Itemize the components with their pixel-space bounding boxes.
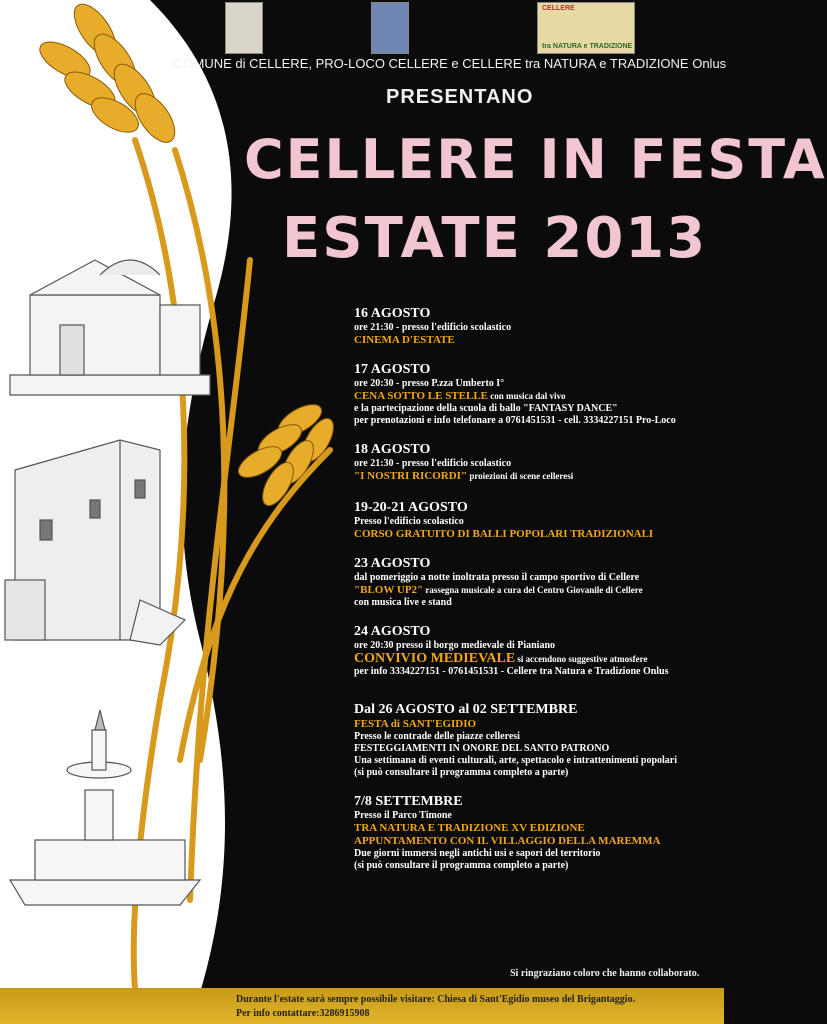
event-detail: ore 20:30 presso il borgo medievale di Pianiano — [354, 640, 556, 651]
event-date: 16 AGOSTO — [354, 306, 431, 321]
event-highlight-title: TRA NATURA E TRADIZIONE XV EDIZIONE — [354, 822, 585, 834]
event-highlight-suffix: rassegna musicale a cura del Centro Giovanile di Cellere — [423, 585, 643, 595]
event-detail: per info 3334227151 - 0761451531 - Cellere tra Natura e Tradizione Onlus — [354, 666, 669, 677]
event-date: 18 AGOSTO — [354, 442, 431, 457]
event-highlight — [354, 718, 720, 731]
event-date: 19-20-21 AGOSTO — [354, 500, 468, 515]
logo-top-text: CELLERE — [542, 5, 575, 12]
event-detail: con musica live e stand — [354, 597, 452, 608]
event-detail: ore 21:30 - presso l'edificio scolastico — [354, 322, 512, 333]
event-highlight — [354, 652, 720, 666]
thanks-note: Si ringraziano coloro che hanno collaborato. — [510, 968, 700, 979]
event-highlight — [354, 390, 720, 403]
event-highlight-title: CINEMA D'ESTATE — [354, 334, 455, 346]
pro-loco-logo — [371, 2, 409, 54]
comune-crest-logo — [225, 2, 263, 54]
cellere-natura-tradizione-logo — [537, 2, 635, 54]
poster-title-line2: ESTATE 2013 — [282, 206, 708, 271]
event-highlight-title: APPUNTAMENTO CON IL VILLAGGIO DELLA MAREMMA — [354, 835, 661, 847]
event-date: Dal 26 AGOSTO al 02 SETTEMBRE — [354, 702, 578, 717]
logo-bottom-text: tra NATURA e TRADIZIONE — [542, 43, 633, 50]
event-highlight-suffix: proiezioni di scene celleresi — [467, 471, 574, 481]
event-detail: per prenotazioni e info telefonare a 0761451531 - cell. 3334227151 Pro-Loco — [354, 415, 676, 426]
presentano-heading: PRESENTANO — [386, 86, 534, 108]
event-item — [354, 500, 720, 541]
footer-band — [0, 988, 724, 1024]
event-highlight — [354, 528, 720, 541]
event-detail: Presso il Parco Timone — [354, 810, 452, 821]
event-item — [354, 624, 720, 678]
event-highlight-suffix: con musica dal vivo — [488, 391, 566, 401]
event-item — [354, 702, 720, 779]
event-detail: e la partecipazione della scuola di ballo "FANTASY DANCE" — [354, 403, 618, 414]
event-highlight — [354, 835, 720, 848]
event-date: 24 AGOSTO — [354, 624, 431, 639]
logo-strip — [0, 2, 724, 54]
event-date: 23 AGOSTO — [354, 556, 431, 571]
event-highlight — [354, 584, 720, 597]
event-item — [354, 306, 720, 347]
event-detail: Una settimana di eventi culturali, arte, spettacolo e intrattenimenti popolari — [354, 755, 678, 766]
event-detail: (si può consultare il programma completo a parte) — [354, 767, 569, 778]
footer-visit-note: Durante l'estate sarà sempre possibile visitare: Chiesa di Sant'Egidio museo del Brigantaggio. — [236, 994, 636, 1005]
event-item — [354, 442, 720, 483]
event-detail: (si può consultare il programma completo a parte) — [354, 860, 569, 871]
event-highlight — [354, 470, 720, 483]
event-detail: Presso l'edificio scolastico — [354, 516, 464, 527]
event-date: 17 AGOSTO — [354, 362, 431, 377]
event-detail: ore 20:30 - presso P.zza Umberto I° — [354, 378, 505, 389]
event-item — [354, 362, 720, 427]
event-highlight — [354, 334, 720, 347]
event-item — [354, 794, 720, 872]
event-item — [354, 556, 720, 609]
event-highlight-title: CENA SOTTO LE STELLE — [354, 390, 488, 402]
poster-title-line1: CELLERE IN FESTA — [244, 128, 827, 191]
event-detail: Presso le contrade delle piazze celleresi — [354, 731, 520, 742]
event-highlight-title: FESTA di SANT'EGIDIO — [354, 718, 477, 730]
event-date: 7/8 SETTEMBRE — [354, 794, 463, 809]
event-highlight-title: "I NOSTRI RICORDI" — [354, 470, 468, 482]
event-detail: FESTEGGIAMENTI IN ONORE DEL SANTO PATRONO — [354, 743, 610, 754]
event-highlight-title: CONVIVIO MEDIEVALE — [354, 651, 516, 666]
event-detail: Due giorni immersi negli antichi usi e sapori del territorio — [354, 848, 601, 859]
sponsors-line: COMUNE di CELLERE, PRO-LOCO CELLERE e CELLERE tra NATURA e TRADIZIONE Onlus — [174, 56, 727, 71]
event-highlight — [354, 822, 720, 835]
event-highlight-title: CORSO GRATUITO DI BALLI POPOLARI TRADIZIONALI — [354, 528, 654, 540]
event-detail: ore 21:30 - presso l'edificio scolastico — [354, 458, 512, 469]
event-highlight-suffix: si accendono suggestive atmosfere — [515, 654, 648, 664]
footer-contact: Per info contattare:3286915908 — [236, 1008, 370, 1019]
event-detail: dal pomeriggio a notte inoltrata presso il campo sportivo di Cellere — [354, 572, 640, 583]
event-highlight-title: "BLOW UP2" — [354, 584, 424, 596]
